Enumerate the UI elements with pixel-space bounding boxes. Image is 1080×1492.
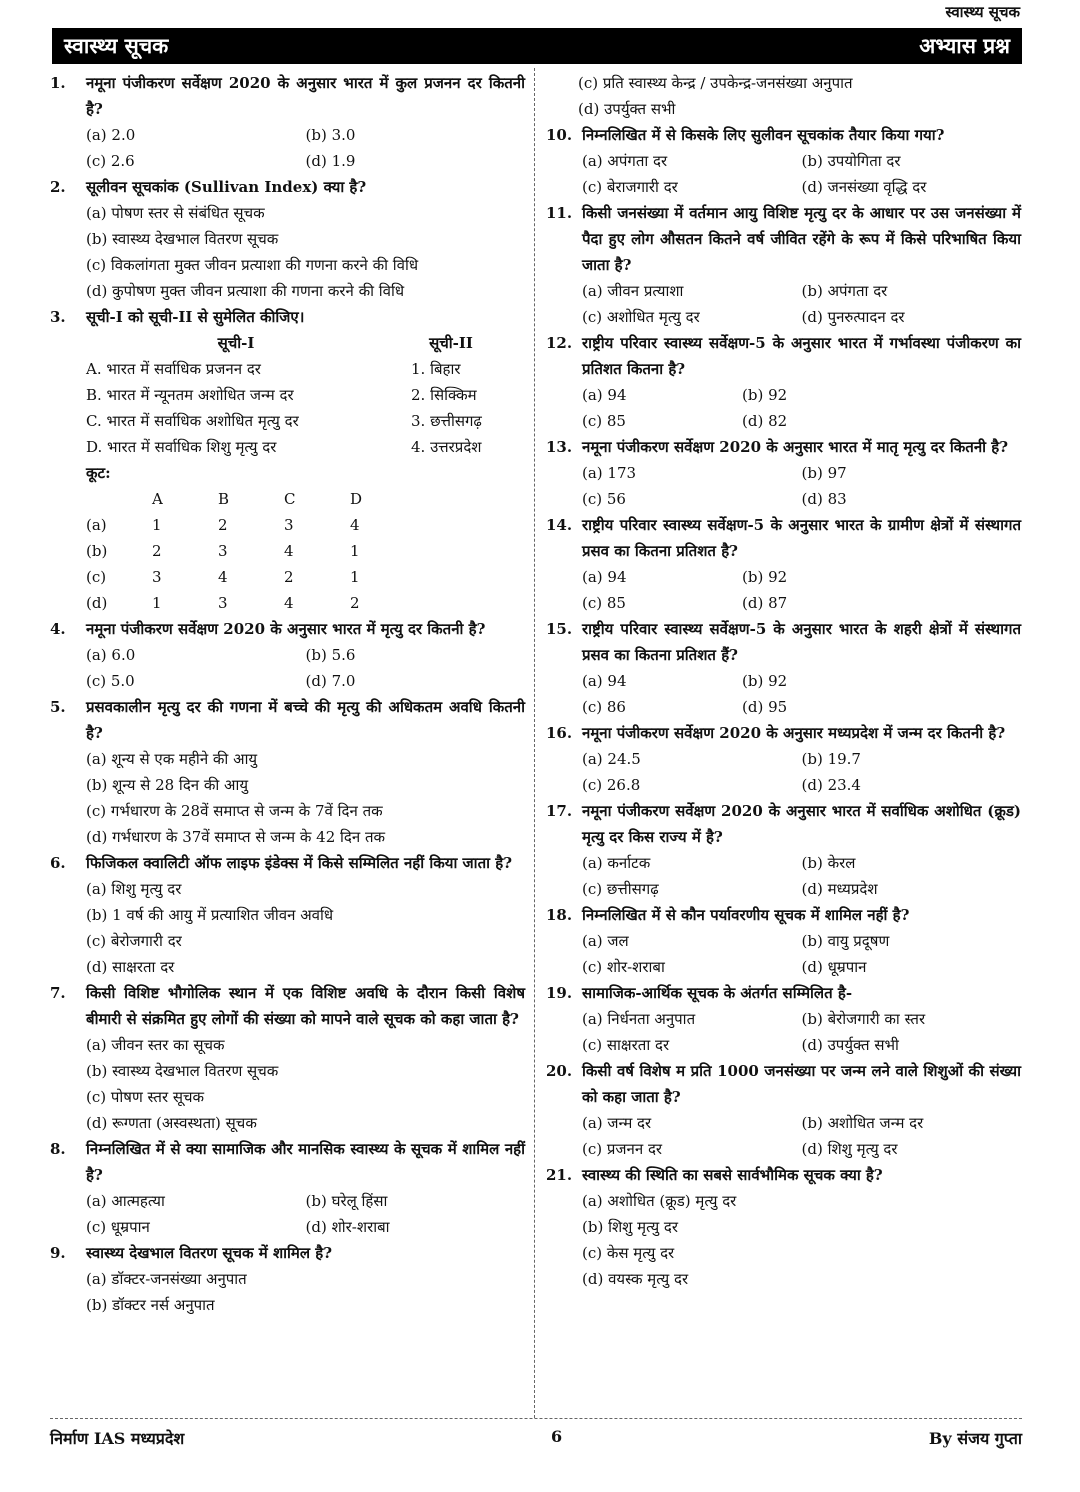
- answer-option: (c) विकलांगता मुक्त जीवन प्रत्याशा की गणना करने की विधि: [86, 256, 419, 274]
- code-header: [86, 486, 525, 512]
- answer-option: (d) जनसंख्या वृद्धि दर: [801, 178, 927, 196]
- question-stem: [546, 1162, 1021, 1188]
- match-table: [86, 330, 525, 460]
- question-text: निम्नलिखित में से क्या सामाजिक और मानसिक स्वास्थ्य के सूचक में शामिल नहीं है?: [86, 1140, 525, 1184]
- question-number: 2.: [50, 178, 66, 196]
- answer-option: (d) 1.9: [305, 152, 356, 170]
- code-cell: 3: [218, 594, 228, 612]
- question-number: 7.: [50, 984, 66, 1002]
- match-row: [86, 356, 525, 382]
- question-stem: [50, 694, 525, 746]
- list-2-item: 2. सिक्किम: [411, 386, 477, 404]
- answer-option: (d) धूम्रपान: [801, 958, 867, 976]
- answer-option: (c) बेराजगारी दर: [582, 178, 678, 196]
- question-text: किसी विशिष्ट भौगोलिक स्थान में एक विशिष्ट अवधि के दौरान किसी विशेष बीमारी से संक्रमित हुए लोगों की संख्या को मापने वाले सूचक को कहा जाता है?: [86, 984, 525, 1028]
- question-block: [546, 1058, 1021, 1162]
- code-cell: 2: [284, 568, 294, 586]
- answer-option: (b) डॉक्टर नर्स अनुपात: [86, 1296, 215, 1314]
- section-title-bar: [52, 28, 1022, 64]
- footer-publisher: निर्माण IAS मध्यप्रदेश: [50, 1429, 185, 1448]
- question-text: सामाजिक-आर्थिक सूचक के अंतर्गत सम्मिलित है-: [582, 984, 853, 1002]
- answer-option: (a) 173: [582, 464, 637, 482]
- answer-option: (b) 92: [742, 672, 788, 690]
- question-stem: [546, 616, 1021, 668]
- answer-option: (b) शून्य से 28 दिन की आयु: [86, 776, 249, 794]
- question-number: 6.: [50, 854, 66, 872]
- page-number: 6: [550, 1427, 563, 1446]
- code-cell: 4: [284, 542, 294, 560]
- option-list: [86, 1188, 525, 1240]
- question-number: 14.: [546, 516, 573, 534]
- answer-option: (c) 2.6: [86, 152, 135, 170]
- list-2-heading: सूची-II: [429, 334, 473, 352]
- question-number: 21.: [546, 1166, 573, 1184]
- answer-option: (a) जन्म दर: [582, 1114, 652, 1132]
- answer-option: (d) गर्भधारण के 37वें समाप्त से जन्म के 42 दिन तक: [86, 828, 386, 846]
- answer-option: (b) 92: [742, 568, 788, 586]
- answer-option: (c) प्रति स्वास्थ्य केन्द्र / उपकेन्द्र-जनसंख्या अनुपात: [578, 74, 853, 92]
- question-number: 19.: [546, 984, 573, 1002]
- question-stem: [546, 798, 1021, 850]
- answer-option: (b) 19.7: [801, 750, 861, 768]
- question-block: [546, 122, 1021, 200]
- option-list: [582, 460, 1021, 512]
- option-list: [86, 1032, 525, 1136]
- question-block: [50, 174, 525, 304]
- answer-option: (d) शिशु मृत्यु दर: [801, 1140, 898, 1158]
- code-row: [86, 564, 525, 590]
- right-column: [546, 70, 1021, 1292]
- page-footer: [50, 1418, 1022, 1449]
- answer-option: (d) 95: [742, 698, 788, 716]
- answer-option: (c) गर्भधारण के 28वें समाप्त से जन्म के 7वें दिन तक: [86, 802, 383, 820]
- footer-author: By संजय गुप्ता: [928, 1429, 1022, 1448]
- code-cell: (c): [86, 568, 107, 586]
- question-number: 8.: [50, 1140, 66, 1158]
- section-label: अभ्यास प्रश्न: [919, 33, 1010, 58]
- code-cell: 3: [152, 568, 162, 586]
- match-row: [86, 382, 525, 408]
- question-text: राष्ट्रीय परिवार स्वास्थ्य सर्वेक्षण-5 के अनुसार भारत के ग्रामीण क्षेत्रों में संस्थागत प्रसव का कितना प्रतिशत है?: [582, 516, 1021, 560]
- answer-option: (a) 94: [582, 386, 627, 404]
- option-list: [582, 1110, 1021, 1162]
- code-cell: (d): [86, 594, 108, 612]
- question-block: [50, 850, 525, 980]
- question-stem: [50, 1240, 525, 1266]
- question-number: 9.: [50, 1244, 66, 1262]
- option-list: [86, 642, 525, 694]
- option-list: [582, 382, 1021, 434]
- code-row: [86, 538, 525, 564]
- answer-option: (c) धूम्रपान: [86, 1218, 150, 1236]
- answer-option: (a) आत्महत्या: [86, 1192, 165, 1210]
- option-list: [582, 928, 1021, 980]
- question-number: 20.: [546, 1062, 573, 1080]
- question-block: [546, 798, 1021, 902]
- question-block: [50, 70, 525, 174]
- option-list: [582, 564, 1021, 616]
- list-1-item: B. भारत में न्यूनतम अशोधित जन्म दर: [86, 386, 294, 404]
- option-list: [86, 876, 525, 980]
- answer-option: (b) केरल: [801, 854, 856, 872]
- code-column-head: [86, 486, 152, 512]
- answer-option: (b) उपयोगिता दर: [801, 152, 901, 170]
- column-divider: [534, 68, 535, 1418]
- answer-option: (d) 87: [742, 594, 788, 612]
- answer-option: (b) बेरोजगारी का स्तर: [801, 1010, 926, 1028]
- option-list: [582, 746, 1021, 798]
- answer-option: (d) 23.4: [801, 776, 861, 794]
- question-stem: [546, 122, 1021, 148]
- answer-option: (a) शिशु मृत्यु दर: [86, 880, 182, 898]
- question-block: [546, 434, 1021, 512]
- answer-option: (c) बेरोजगारी दर: [86, 932, 182, 950]
- question-block: [50, 1136, 525, 1240]
- answer-option: (b) वायु प्रदूषण: [801, 932, 890, 950]
- answer-option: (a) पोषण स्तर से संबंधित सूचक: [86, 204, 265, 222]
- list-2-item: 1. बिहार: [411, 360, 461, 378]
- answer-option: (b) स्वास्थ्य देखभाल वितरण सूचक: [86, 1062, 279, 1080]
- answer-option: (a) 24.5: [582, 750, 641, 768]
- question-stem: [50, 304, 525, 330]
- code-cell: 3: [218, 542, 228, 560]
- code-cell: (b): [86, 542, 108, 560]
- answer-option: (a) कर्नाटक: [582, 854, 651, 872]
- answer-option: (c) 85: [582, 594, 626, 612]
- answer-option: (c) प्रजनन दर: [582, 1140, 663, 1158]
- answer-option: (c) 86: [582, 698, 626, 716]
- answer-option: (c) छत्तीसगढ़: [582, 880, 659, 898]
- question-text: किसी वर्ष विशेष म प्रति 1000 जनसंख्या पर जन्म लने वाले शिशुओं की संख्या को कहा जाता है?: [582, 1062, 1021, 1106]
- question-stem: [546, 980, 1021, 1006]
- answer-option: (c) 85: [582, 412, 626, 430]
- question-text: किसी जनसंख्या में वर्तमान आयु विशिष्ट मृत्यु दर के आधार पर उस जनसंख्या में पैदा हुए लोग औसतन कितने वर्ष जीवित रहेंगे के रूप में किसे परिभाषित किया जाता है?: [582, 204, 1021, 274]
- answer-option: (a) जीवन प्रत्याशा: [582, 282, 684, 300]
- answer-option: (d) 82: [742, 412, 788, 430]
- question-number: 5.: [50, 698, 66, 716]
- list-2-item: 4. उत्तरप्रदेश: [411, 438, 482, 456]
- question-number: 16.: [546, 724, 573, 742]
- question-number: 12.: [546, 334, 573, 352]
- question-text: स्वास्थ्य देखभाल वितरण सूचक में शामिल है?: [86, 1244, 333, 1262]
- question-number: 17.: [546, 802, 573, 820]
- question-stem: [50, 1136, 525, 1188]
- option-list: [86, 746, 525, 850]
- question-number: 15.: [546, 620, 573, 638]
- question-block: [50, 694, 525, 850]
- answer-option: (d) मध्यप्रदेश: [801, 880, 878, 898]
- question-stem: [546, 330, 1021, 382]
- question-number: 1.: [50, 74, 66, 92]
- answer-option: (b) 92: [742, 386, 788, 404]
- answer-option: (c) साक्षरता दर: [582, 1036, 670, 1054]
- answer-option: (a) 94: [582, 568, 627, 586]
- question-text: नमूना पंजीकरण सर्वेक्षण 2020 के अनुसार मध्यप्रदेश में जन्म दर कितनी है?: [582, 724, 1006, 742]
- option-list: [86, 1266, 525, 1318]
- question-text: सूची-I को सूची-II से सुमेलित कीजिए।: [86, 308, 305, 326]
- answer-option: (b) अपंगता दर: [801, 282, 888, 300]
- question-block: [546, 616, 1021, 720]
- answer-option: (c) अशोधित मृत्यु दर: [582, 308, 700, 326]
- question-block: [546, 720, 1021, 798]
- question-number: 4.: [50, 620, 66, 638]
- answer-option: (b) स्वास्थ्य देखभाल वितरण सूचक: [86, 230, 279, 248]
- answer-option: (a) जल: [582, 932, 629, 950]
- option-list: [582, 668, 1021, 720]
- option-list: [582, 850, 1021, 902]
- question-block: [50, 1240, 525, 1318]
- answer-option: (b) 5.6: [305, 646, 356, 664]
- answer-option: (d) उपर्युक्त सभी: [801, 1036, 899, 1054]
- question-text: राष्ट्रीय परिवार स्वास्थ्य सर्वेक्षण-5 के अनुसार भारत के शहरी क्षेत्रों में संस्थागत प्रसव का कितना प्रतिशत हैं?: [582, 620, 1021, 664]
- question-text: निम्नलिखित में से किसके लिए सुलीवन सूचकांक तैयार किया गया?: [582, 126, 945, 144]
- answer-option: (a) 94: [582, 672, 627, 690]
- question-block: [546, 200, 1021, 330]
- list-1-item: A. भारत में सर्वाधिक प्रजनन दर: [86, 360, 261, 378]
- question-block: [50, 304, 525, 616]
- code-cell: 2: [218, 516, 228, 534]
- list-2-item: 3. छत्तीसगढ़: [411, 412, 482, 430]
- question-block: [546, 1162, 1021, 1292]
- question-stem: [546, 902, 1021, 928]
- code-cell: 4: [284, 594, 294, 612]
- code-cell: 1: [152, 516, 162, 534]
- code-cell: 2: [152, 542, 162, 560]
- answer-option: (a) 2.0: [86, 126, 136, 144]
- answer-option: (d) रूग्णता (अस्वस्थता) सूचक: [86, 1114, 257, 1132]
- answer-option: (d) उपर्युक्त सभी: [578, 100, 676, 118]
- question-text: निम्नलिखित में से कौन पर्यावरणीय सूचक में शामिल नहीं है?: [582, 906, 910, 924]
- option-list: [582, 1006, 1021, 1058]
- code-cell: 1: [350, 568, 360, 586]
- running-header: स्वास्थ्य सूचक: [945, 3, 1020, 21]
- question-number: 13.: [546, 438, 573, 456]
- question-block: [546, 980, 1021, 1058]
- answer-option: (d) 7.0: [305, 672, 356, 690]
- question-stem: [546, 512, 1021, 564]
- question-block: [50, 616, 525, 694]
- option-list: [86, 200, 525, 304]
- question-text: स्वास्थ्य की स्थिति का सबसे सार्वभौमिक सूचक क्या है?: [582, 1166, 883, 1184]
- answer-option: (b) 1 वर्ष की आयु में प्रत्याशित जीवन अवधि: [86, 906, 334, 924]
- option-list: [582, 278, 1021, 330]
- answer-option: (d) 83: [801, 490, 847, 508]
- question-stem: [50, 850, 525, 876]
- answer-option: (c) 56: [582, 490, 626, 508]
- question-block: [50, 980, 525, 1136]
- match-row: [86, 408, 525, 434]
- left-column: [50, 70, 525, 1318]
- answer-option: (a) 6.0: [86, 646, 136, 664]
- code-cell: 4: [350, 516, 360, 534]
- code-cell: 2: [350, 594, 360, 612]
- question-stem: [546, 1058, 1021, 1110]
- code-column-head: D: [350, 490, 363, 508]
- option-list: [582, 148, 1021, 200]
- code-row: [86, 590, 525, 616]
- question-stem: [50, 70, 525, 122]
- answer-option: (a) डॉक्टर-जनसंख्या अनुपात: [86, 1270, 247, 1288]
- answer-option: (d) वयस्क मृत्यु दर: [582, 1270, 689, 1288]
- answer-option: (d) शोर-शराबा: [305, 1218, 390, 1236]
- code-cell: 1: [152, 594, 162, 612]
- list-1-item: C. भारत में सर्वाधिक अशोधित मृत्यु दर: [86, 412, 299, 430]
- answer-option: (d) कुपोषण मुक्त जीवन प्रत्याशा की गणना करने की विधि: [86, 282, 405, 300]
- question-text: नमूना पंजीकरण सर्वेक्षण 2020 के अनुसार भारत में मातृ मृत्यु दर कितनी है?: [582, 438, 1009, 456]
- question-stem: [546, 200, 1021, 278]
- question-number: 3.: [50, 308, 66, 326]
- match-row: [86, 434, 525, 460]
- code-label: कूट:: [86, 464, 111, 482]
- answer-option: (c) केस मृत्यु दर: [582, 1244, 675, 1262]
- answer-option: (b) घरेलू हिंसा: [305, 1192, 388, 1210]
- answer-option: (b) शिशु मृत्यु दर: [582, 1218, 679, 1236]
- answer-option: (d) पुनरुत्पादन दर: [801, 308, 905, 326]
- question-stem: [50, 174, 525, 200]
- code-column-head: A: [152, 490, 163, 508]
- question-text: नमूना पंजीकरण सर्वेक्षण 2020 के अनुसार भारत में कुल प्रजनन दर कितनी है?: [86, 74, 525, 118]
- answer-option: (c) 5.0: [86, 672, 135, 690]
- option-list: [578, 70, 1021, 122]
- code-cell: 4: [218, 568, 228, 586]
- answer-option: (c) 26.8: [582, 776, 641, 794]
- answer-option: (c) पोषण स्तर सूचक: [86, 1088, 205, 1106]
- code-column-head: B: [218, 490, 230, 508]
- question-text: राष्ट्रीय परिवार स्वास्थ्य सर्वेक्षण-5 के अनुसार भारत में गर्भावस्था पंजीकरण का प्रतिशत कितना है?: [582, 334, 1021, 378]
- question-stem: [50, 616, 525, 642]
- answer-option: (b) अशोधित जन्म दर: [801, 1114, 924, 1132]
- question-text: नमूना पंजीकरण सर्वेक्षण 2020 के अनुसार भारत में मृत्यु दर कितनी है?: [86, 620, 486, 638]
- answer-option: (c) शोर-शराबा: [582, 958, 665, 976]
- answer-option: (a) जीवन स्तर का सूचक: [86, 1036, 225, 1054]
- question-stem: [546, 434, 1021, 460]
- question-number: 11.: [546, 204, 573, 222]
- chapter-title: स्वास्थ्य सूचक: [64, 33, 169, 58]
- code-cell: 3: [284, 516, 294, 534]
- question-stem: [546, 720, 1021, 746]
- code-column-head: C: [284, 490, 296, 508]
- list-1-item: D. भारत में सर्वाधिक शिशु मृत्यु दर: [86, 438, 277, 456]
- answer-option: (d) साक्षरता दर: [86, 958, 175, 976]
- code-row: [86, 512, 525, 538]
- answer-option: (b) 3.0: [305, 126, 356, 144]
- question-block: [546, 512, 1021, 616]
- answer-option: (a) निर्धनता अनुपात: [582, 1010, 696, 1028]
- question-text: फिजिकल क्वालिटी ऑफ लाइफ इंडेक्स में किसे सम्मिलित नहीं किया जाता है?: [86, 854, 512, 872]
- question-number: 10.: [546, 126, 573, 144]
- code-cell: 1: [350, 542, 360, 560]
- list-1-heading: सूची-I: [217, 334, 255, 352]
- question-number: 18.: [546, 906, 573, 924]
- answer-option: (a) अपंगता दर: [582, 152, 668, 170]
- code-cell: (a): [86, 516, 107, 534]
- question-text: सूलीवन सूचकांक (Sullivan Index) क्या है?: [86, 178, 367, 196]
- question-block: [546, 902, 1021, 980]
- option-list: [582, 1188, 1021, 1292]
- answer-option: (a) अशोधित (क्रूड) मृत्यु दर: [582, 1192, 737, 1210]
- question-text: प्रसवकालीन मृत्यु दर की गणना में बच्चे की मृत्यु की अधिकतम अवधि कितनी है?: [86, 698, 525, 742]
- answer-option: (b) 97: [801, 464, 847, 482]
- question-block: [546, 330, 1021, 434]
- question-text: नमूना पंजीकरण सर्वेक्षण 2020 के अनुसार भारत में सर्वाधिक अशोधित (क्रूड) मृत्यु दर किस राज्य में है?: [582, 802, 1021, 846]
- match-header: [86, 330, 525, 356]
- answer-option: (a) शून्य से एक महीने की आयु: [86, 750, 258, 768]
- option-list: [86, 122, 525, 174]
- question-stem: [50, 980, 525, 1032]
